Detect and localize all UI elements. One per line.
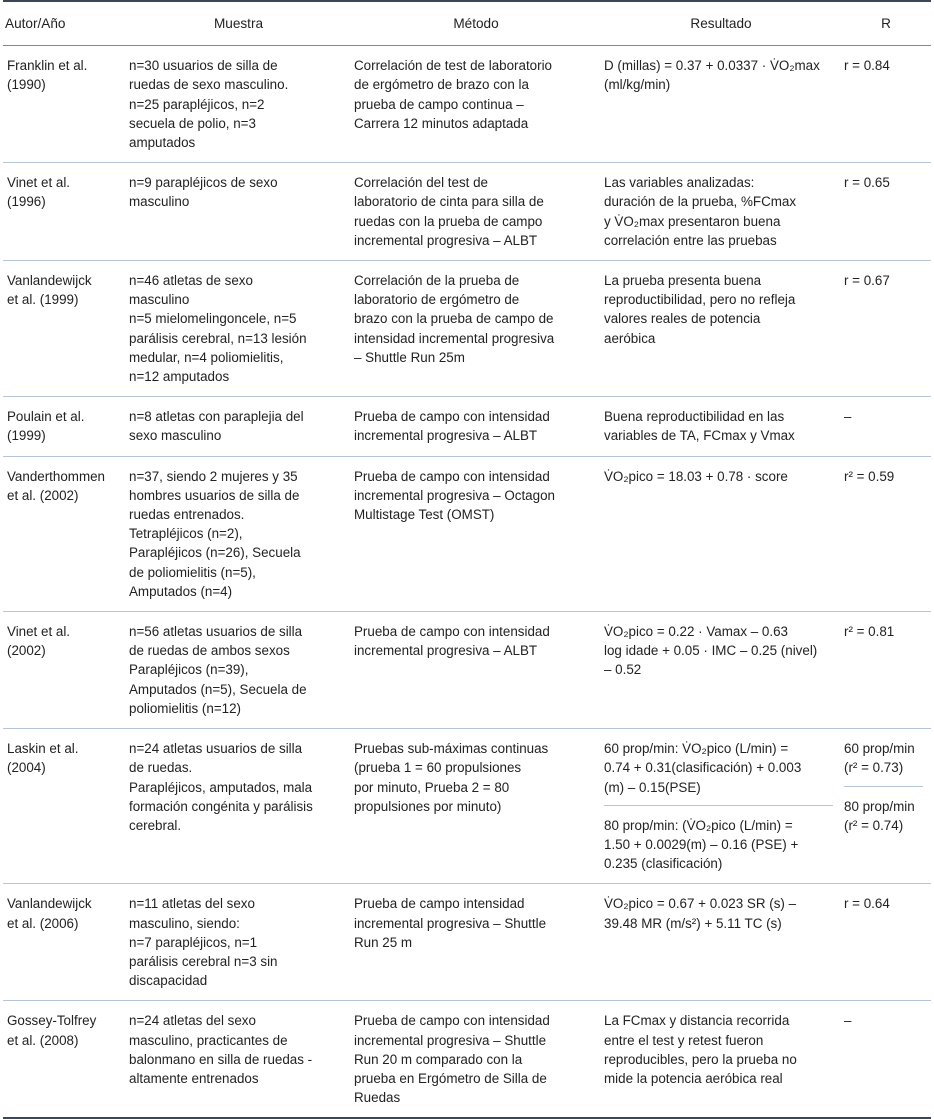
autor-line: (2002) [7, 643, 46, 659]
metodo-line: Run 25 m [354, 934, 413, 950]
cell-resultado [601, 46, 841, 163]
muestra-line: n=8 atletas con paraplejia del [129, 409, 304, 425]
table-row [3, 261, 931, 397]
cell-resultado [601, 884, 841, 1001]
resultado-line: V̇O₂pico = 0.67 + 0.023 SR (s) – [604, 896, 797, 912]
header-r: R [841, 1, 931, 46]
r-line: r = 0.84 [844, 58, 890, 74]
cell-resultado [601, 729, 841, 884]
autor-line: Vinet et al. [7, 175, 71, 191]
muestra-line: poliomielitis (n=12) [129, 700, 242, 716]
cell-resultado [601, 163, 841, 261]
metodo-line: Multistage Test (OMST) [354, 507, 495, 523]
cell-r [841, 46, 931, 163]
autor-line: et al. (2008) [7, 1032, 79, 1048]
resultado-block [604, 739, 833, 797]
resultado-line: 0.74 + 0.31(clasificación) + 0.003 [604, 760, 802, 776]
cell-metodo [351, 46, 601, 163]
resultado-line: 80 prop/min: (V̇O₂pico (L/min) = [604, 817, 793, 833]
muestra-line: masculino [129, 194, 190, 210]
cell-resultado [601, 612, 841, 729]
results-table [3, 0, 931, 1119]
cell-r [841, 261, 931, 397]
metodo-line: incremental progresiva – ALBT [354, 643, 538, 659]
muestra-line: n=46 atletas de sexo [129, 273, 253, 289]
autor-line: (1999) [7, 428, 46, 444]
cell-autor [3, 397, 126, 456]
table-row [3, 1001, 931, 1119]
muestra-line: amputados [129, 135, 196, 151]
cell-muestra [126, 456, 351, 611]
muestra-line: parálisis cerebral n=3 sin [129, 953, 278, 969]
header-resultado: Resultado [601, 1, 841, 46]
r-line: (r² = 0.73) [844, 760, 904, 776]
metodo-line: Correlación de test de laboratorio [354, 58, 552, 74]
cell-metodo [351, 163, 601, 261]
cell-muestra [126, 397, 351, 456]
resultado-block [604, 467, 833, 486]
cell-autor [3, 163, 126, 261]
cell-autor [3, 261, 126, 397]
autor-line: et al. (2002) [7, 487, 79, 503]
cell-muestra [126, 884, 351, 1001]
muestra-line: n=7 parapléjicos, n=1 [129, 934, 258, 950]
metodo-line: prueba en Ergómetro de Silla de [354, 1070, 547, 1086]
metodo-line: laboratorio de ergómetro de [354, 292, 520, 308]
autor-line: et al. (1999) [7, 292, 79, 308]
table-row [3, 456, 931, 611]
r-block [844, 467, 923, 486]
cell-metodo [351, 456, 601, 611]
muestra-line: n=37, siendo 2 mujeres y 35 [129, 468, 298, 484]
metodo-line: incremental progresiva – Shuttle [354, 915, 547, 931]
muestra-line: de poliomielitis (n=5), [129, 564, 256, 580]
autor-line: Vinet et al. [7, 624, 71, 640]
cell-muestra [126, 163, 351, 261]
table-body [3, 46, 931, 1119]
autor-line: Vanlandewijck [7, 896, 92, 912]
header-autor: Autor/Año [3, 1, 126, 46]
metodo-line: Pruebas sub-máximas continuas [354, 741, 549, 757]
r-block [844, 786, 923, 835]
metodo-line: (prueba 1 = 60 propulsiones [354, 760, 522, 776]
cell-muestra [126, 1001, 351, 1119]
r-line: (r² = 0.74) [844, 817, 904, 833]
resultado-line: 39.48 MR (m/s²) + 5.11 TC (s) [604, 915, 782, 931]
autor-line: et al. (2006) [7, 915, 79, 931]
r-block [844, 56, 923, 75]
resultado-line: correlación entre las pruebas [604, 232, 777, 248]
r-block [844, 271, 923, 290]
cell-resultado [601, 397, 841, 456]
r-block [844, 894, 923, 913]
muestra-line: n=9 parapléjicos de sexo [129, 175, 278, 191]
metodo-line: prueba de campo continua – [354, 96, 524, 112]
cell-autor [3, 612, 126, 729]
metodo-line: Prueba de campo con intensidad [354, 409, 550, 425]
muestra-line: altamente entrenados [129, 1070, 259, 1086]
muestra-line: n=5 mielomelingoncele, n=5 [129, 311, 297, 327]
metodo-line: Prueba de campo con intensidad [354, 1013, 550, 1029]
resultado-line: y V̇O₂max presentaron buena [604, 213, 781, 229]
muestra-line: discapacidad [129, 973, 208, 989]
muestra-line: de ruedas de ambos sexos [129, 643, 290, 659]
muestra-line: Parapléjicos, amputados, mala [129, 779, 313, 795]
resultado-line: V̇O₂pico = 18.03 + 0.78 · score [604, 468, 788, 484]
resultado-line: mide la potencia aeróbica real [604, 1070, 783, 1086]
r-block [844, 1011, 923, 1030]
autor-line: (1990) [7, 77, 46, 93]
r-line: – [844, 1013, 852, 1029]
resultado-block [604, 56, 833, 94]
resultado-block [604, 1011, 833, 1088]
metodo-line: – Shuttle Run 25m [354, 349, 465, 365]
header-metodo: Método [351, 1, 601, 46]
resultado-line: reproductibilidad, pero no refleja [604, 292, 796, 308]
resultado-line: Las variables analizadas: [604, 175, 755, 191]
metodo-line: intensidad incremental progresiva [354, 330, 555, 346]
resultado-line: valores reales de potencia [604, 311, 761, 327]
autor-line: (2004) [7, 760, 46, 776]
metodo-line: Prueba de campo intensidad [354, 896, 525, 912]
cell-metodo [351, 1001, 601, 1119]
cell-autor [3, 46, 126, 163]
muestra-line: Amputados (n=4) [129, 583, 233, 599]
resultado-line: La prueba presenta buena [604, 273, 762, 289]
table-row [3, 397, 931, 456]
muestra-line: n=24 atletas del sexo [129, 1013, 256, 1029]
table-row [3, 46, 931, 163]
muestra-line: de ruedas. [129, 760, 193, 776]
resultado-block [604, 173, 833, 250]
muestra-line: sexo masculino [129, 428, 222, 444]
cell-metodo [351, 729, 601, 884]
metodo-line: Carrera 12 minutos adaptada [354, 115, 529, 131]
cell-metodo [351, 397, 601, 456]
resultado-line: La FCmax y distancia recorrida [604, 1013, 790, 1029]
cell-muestra [126, 612, 351, 729]
r-line: r² = 0.59 [844, 468, 895, 484]
muestra-line: formación congénita y parálisis [129, 798, 313, 814]
cell-metodo [351, 884, 601, 1001]
cell-autor [3, 456, 126, 611]
table-row [3, 884, 931, 1001]
muestra-line: n=24 atletas usuarios de silla [129, 741, 303, 757]
metodo-line: propulsiones por minuto) [354, 798, 502, 814]
metodo-line: Correlación del test de [354, 175, 488, 191]
cell-resultado [601, 1001, 841, 1119]
muestra-line: ruedas de sexo masculino. [129, 77, 289, 93]
resultado-line: duración de la prueba, %FCmax [604, 194, 797, 210]
metodo-line: ruedas con la prueba de campo [354, 213, 543, 229]
resultado-line: entre el test y retest fueron [604, 1032, 764, 1048]
r-line: 60 prop/min [844, 741, 915, 757]
resultado-block [604, 805, 833, 874]
metodo-line: de ergómetro de brazo con la [354, 77, 529, 93]
metodo-line: incremental progresiva – ALBT [354, 428, 538, 444]
autor-line: Vanderthommen [7, 468, 106, 484]
cell-metodo [351, 612, 601, 729]
cell-resultado [601, 261, 841, 397]
muestra-line: n=12 amputados [129, 369, 230, 385]
muestra-line: hombres usuarios de silla de [129, 487, 300, 503]
table-row [3, 612, 931, 729]
muestra-line: n=25 parapléjicos, n=2 [129, 96, 265, 112]
metodo-line: Prueba de campo con intensidad [354, 468, 550, 484]
resultado-line: 1.50 + 0.0029(m) – 0.16 (PSE) + [604, 836, 799, 852]
resultado-line: V̇O₂pico = 0.22 · Vamax – 0.63 [604, 624, 788, 640]
cell-autor [3, 1001, 126, 1119]
r-line: 80 prop/min [844, 798, 915, 814]
muestra-line: parálisis cerebral, n=13 lesión [129, 330, 307, 346]
resultado-line: aeróbica [604, 330, 656, 346]
cell-muestra [126, 261, 351, 397]
cell-muestra [126, 729, 351, 884]
resultado-block [604, 622, 833, 680]
cell-r [841, 397, 931, 456]
metodo-line: Run 20 m comparado con la [354, 1051, 523, 1067]
cell-r [841, 612, 931, 729]
muestra-line: n=30 usuarios de silla de [129, 58, 278, 74]
muestra-line: secuela de polio, n=3 [129, 115, 256, 131]
cell-autor [3, 884, 126, 1001]
resultado-line: 60 prop/min: V̇O₂pico (L/min) = [604, 741, 789, 757]
muestra-line: Parapléjicos (n=26), Secuela [129, 545, 301, 561]
muestra-line: ruedas entrenados. [129, 507, 245, 523]
header-muestra: Muestra [126, 1, 351, 46]
r-block [844, 173, 923, 192]
resultado-line: log idade + 0.05 · IMC – 0.25 (nivel) [604, 643, 818, 659]
metodo-line: brazo con la prueba de campo de [354, 311, 554, 327]
metodo-line: Prueba de campo con intensidad [354, 624, 550, 640]
resultado-line: (ml/kg/min) [604, 77, 671, 93]
r-block [844, 407, 923, 426]
muestra-line: balonmano en silla de ruedas - [129, 1051, 313, 1067]
r-block [844, 622, 923, 641]
muestra-line: n=56 atletas usuarios de silla [129, 624, 303, 640]
muestra-line: masculino [129, 292, 190, 308]
header-row [3, 1, 931, 46]
r-block [844, 739, 923, 777]
autor-line: (1996) [7, 194, 46, 210]
resultado-line: Buena reproductibilidad en las [604, 409, 785, 425]
r-line: – [844, 409, 852, 425]
metodo-line: incremental progresiva – Shuttle [354, 1032, 547, 1048]
autor-line: Poulain et al. [7, 409, 85, 425]
r-line: r² = 0.81 [844, 624, 895, 640]
autor-line: Gossey-Tolfrey [7, 1013, 97, 1029]
resultado-line: reproducibles, pero la prueba no [604, 1051, 797, 1067]
cell-r [841, 884, 931, 1001]
autor-line: Laskin et al. [7, 741, 79, 757]
resultado-line: (m) – 0.15(PSE) [604, 779, 701, 795]
cell-r [841, 456, 931, 611]
resultado-line: 0.235 (clasificación) [604, 856, 723, 872]
cell-r [841, 163, 931, 261]
resultado-block [604, 407, 833, 445]
muestra-line: cerebral. [129, 817, 182, 833]
resultado-block [604, 271, 833, 348]
table-row [3, 163, 931, 261]
cell-autor [3, 729, 126, 884]
table-row [3, 729, 931, 884]
metodo-line: laboratorio de cinta para silla de [354, 194, 544, 210]
metodo-line: incremental progresiva – ALBT [354, 232, 538, 248]
muestra-line: n=11 atletas del sexo [129, 896, 255, 912]
r-line: r = 0.65 [844, 175, 890, 191]
resultado-block [604, 894, 833, 932]
metodo-line: incremental progresiva – Octagon [354, 487, 555, 503]
cell-r [841, 1001, 931, 1119]
resultado-line: D (millas) = 0.37 + 0.0337 · V̇O₂max [604, 58, 820, 74]
muestra-line: medular, n=4 poliomielitis, [129, 349, 284, 365]
r-line: r = 0.64 [844, 896, 890, 912]
muestra-line: masculino, siendo: [129, 915, 240, 931]
metodo-line: Ruedas [354, 1090, 401, 1106]
resultado-line: variables de TA, FCmax y Vmax [604, 428, 795, 444]
muestra-line: Amputados (n=5), Secuela de [129, 681, 307, 697]
muestra-line: masculino, practicantes de [129, 1032, 288, 1048]
muestra-line: Tetrapléjicos (n=2), [129, 526, 243, 542]
cell-r [841, 729, 931, 884]
resultado-line: – 0.52 [604, 662, 642, 678]
muestra-line: Parapléjicos (n=39), [129, 662, 249, 678]
cell-muestra [126, 46, 351, 163]
cell-resultado [601, 456, 841, 611]
metodo-line: Correlación de la prueba de [354, 273, 520, 289]
cell-metodo [351, 261, 601, 397]
metodo-line: por minuto, Prueba 2 = 80 [354, 779, 510, 795]
autor-line: Vanlandewijck [7, 273, 92, 289]
autor-line: Franklin et al. [7, 58, 88, 74]
r-line: r = 0.67 [844, 273, 890, 289]
